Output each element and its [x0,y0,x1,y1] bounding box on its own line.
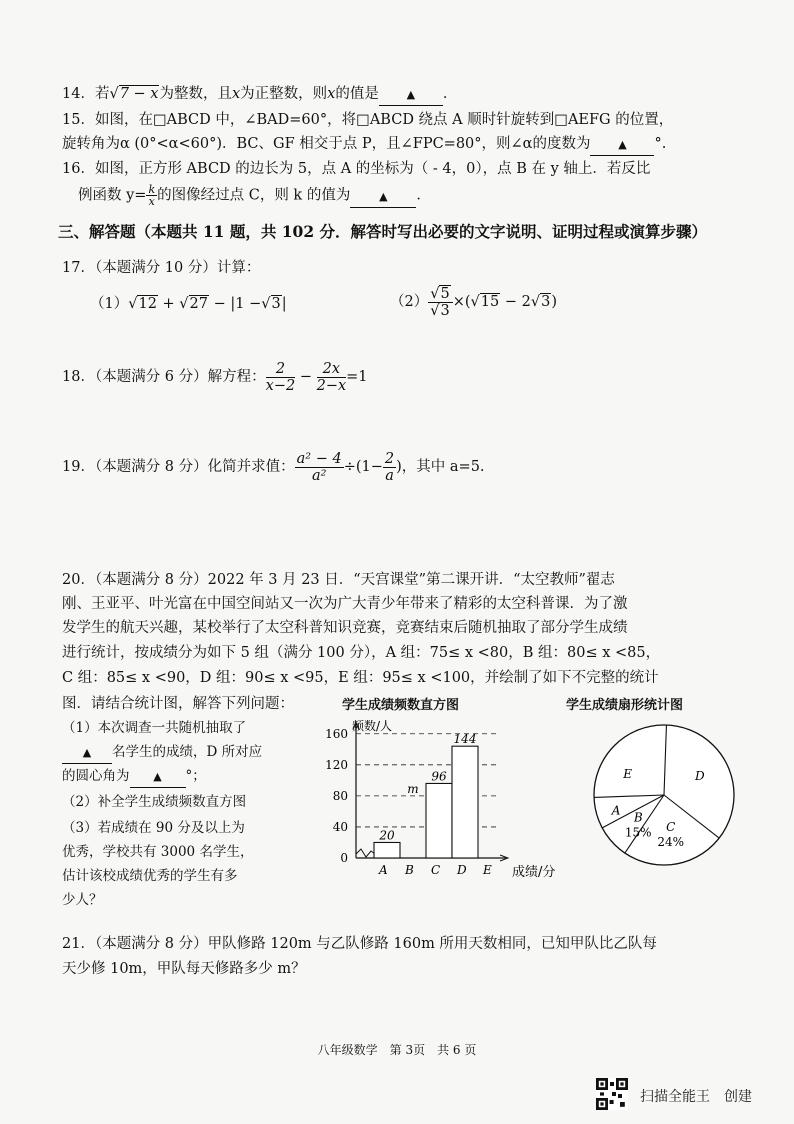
histogram-bar-D [452,746,478,858]
q19-frac1 [295,451,344,484]
x-tick-label: A [379,863,388,877]
question-18: 18．（本题满分 6 分）解方程： $\frac{2}{x-2}$ − $\frac{2x}{2-x}$ =1 [62,360,368,394]
q17-p1-abs: 1 − [235,296,262,312]
q18-rhs: =1 [346,369,368,385]
q19-frac2-num: 2 [384,450,395,467]
y-tick-label: 80 [332,788,348,803]
q17-part1: （1）√12 + √27 − |1 −√3| [90,296,287,312]
pie-slice-percent-C: 24% [657,834,685,849]
q17-p1-root2: 27 [189,296,208,312]
triangle-mark: ▲ [379,189,388,203]
q20-sub1-line1 [62,718,246,738]
q21-line2: 天少修 10m，甲队每天修路多少 m？ [62,961,306,977]
q14-text-f: 的值是 [335,86,379,102]
y-tick-label: 40 [332,819,348,834]
q14-number: 14． [62,86,95,102]
q17-p2-num-root: 5 [440,285,450,302]
q19-frac1-den: a² [311,467,327,484]
q21-line1: 21．（本题满分 8 分）甲队修路 120m 与乙队修路 160m 所用天数相同，已知甲队比乙队每 [62,936,657,952]
q14-end: ． [442,86,458,102]
axis-break-mark [356,849,375,857]
q16-end: ． [416,187,431,204]
q18-frac1 [266,361,296,394]
q19-mid: ÷(1− [343,459,383,475]
page-footer: 八年级数学 第 3页 共 6 页 [317,1043,477,1057]
histogram-bar-A [374,842,400,858]
triangle-mark: ▲ [406,88,416,101]
q20-line1: 20．（本题满分 8 分）2022 年 3 月 23 日．“天宫课堂”第二课开讲．“太空教师”翟志 [62,572,615,588]
bar-value-label: 96 [431,769,447,784]
q20-sub1b: 名学生的成绩，D 所对应 [112,744,263,760]
x-tick-label: D [457,863,467,877]
section-3-heading: 三、解答题（本题共 11 题，共 102 分．解答时写出必要的文字说明、证明过程或演算步骤） [58,222,708,241]
q17-p2-den: √3 [430,302,450,319]
question-15-line2 [62,134,666,156]
q18-frac2-den: 2−x [316,377,347,394]
q15-end: °. [654,136,667,152]
q16-text-a: 例函数 y= [78,187,147,204]
q20-sub2: （2）补全学生成绩频数直方图 [62,794,247,810]
q18-frac1-num: 2 [266,361,296,378]
q16-text-b: 的图像经过点 C，则 k 的值为 [157,187,351,204]
pie-slice-label-D: D [695,768,705,783]
q17-p2-coef: 2 [521,294,531,310]
q20-sub3-line3: 估计该校成绩优秀的学生有多 [62,868,238,884]
question-16-line1: 16．如图，正方形 ABCD 的边长为 5，点 A 的坐标为（ - 4，0），点 B 在 y 轴上．若反比 [62,161,651,177]
q20-sub3-line4: 少人？ [62,892,103,908]
q15-answer-blank [590,134,654,156]
q17-p2-fraction [428,286,452,319]
q15-line2-text: 旋转角为α (0°<α<60°)．BC、GF 相交于点 P，且∠FPC=80°，则∠α的度数为 [62,136,591,152]
q14-text-b: 为整数，且 [159,86,232,102]
q20-sub3-line2: 优秀，学校共有 3000 名学生， [62,844,254,860]
q20-line6: 图．请结合统计图，解答下列问题： [62,696,294,712]
q16-fraction [146,184,157,207]
triangle-mark: ▲ [82,746,92,759]
scanner-watermark: 扫描全能王 创建 [640,1089,752,1105]
q18-frac2-num: 2x [317,361,347,378]
q17-p2-label: （2） [390,294,429,310]
y-axis-label: 频数/人 [352,719,393,733]
q17-part2: （2） $\frac{√5}{√3}$ ×(√15 − 2√3) [390,285,557,319]
q16-answer-blank [350,186,416,208]
pie-chart-title: 学生成绩扇形统计图 [566,698,684,713]
q20-sub1-line3 [62,766,206,788]
q20-sub3-line1: （3）若成绩在 90 分及以上为 [62,820,245,836]
question-15-line1: 15．如图，在□ABCD 中，∠BAD=60°，将□ABCD 绕点 A 顺时针旋转到□AEFG 的位置， [62,112,674,128]
q17-p2-num: √5 [428,286,452,303]
q20-sub1-line2 [62,742,262,764]
q19-frac2-den: a [385,467,394,484]
question-14: 14．若√7 − x为整数，且x为正整数，则x的值是 ▲ ． [62,84,457,106]
q18-frac2 [317,361,347,394]
q19-frac2 [383,451,396,484]
histogram-title: 学生成绩频数直方图 [342,698,460,713]
q20-sub1a: （1）本次调查一共随机抽取了 [62,720,247,736]
q17-p1-root1: 12 [138,296,157,312]
pie-slice-label-E: E [623,767,633,781]
bar-value-label: m [407,781,419,796]
pie-slice-label-C: C [666,819,676,834]
y-tick-label: 120 [325,757,348,772]
bar-value-label: 144 [453,732,477,747]
qr-code-icon [596,1078,628,1110]
pie-slice-percent-B: 15% [624,825,652,840]
histogram-chart [300,710,560,890]
q20-sub1d: °； [185,768,206,784]
y-tick-label: 0 [340,851,348,865]
q16-frac-num: k [148,183,156,196]
question-19 [62,448,485,486]
q17-p2-root2: 3 [541,294,551,310]
pie-slice-label-A: A [611,803,621,818]
q20-line3: 发学生的航天兴趣，某校举行了太空科普知识竞赛，竞赛结束后随机抽取了部分学生成绩 [62,620,628,636]
q14-var-x2: x [327,86,336,102]
triangle-mark: ▲ [618,138,627,151]
q18-heading: 18．（本题满分 6 分）解方程： [62,369,266,385]
triangle-mark: ▲ [153,770,162,783]
q14-text-a: 若 [94,86,110,102]
q14-var-x: x [231,86,241,102]
q20-angle-blank [130,766,186,788]
y-tick-label: 160 [325,726,348,741]
q16-frac-den: x [148,195,155,208]
q14-radicand: 7 − x [119,86,159,102]
bar-value-label: 20 [379,828,395,843]
q14-text-d: 为正整数，则 [240,86,328,102]
q17-p1-label: （1） [90,296,129,312]
question-16-line2 [78,184,431,208]
q20-sub1c: 的圆心角为 [62,768,130,784]
q17-p1-root3: 3 [271,296,281,312]
q18-frac1-den: x−2 [265,377,296,394]
x-tick-label: E [483,863,492,877]
question-17-heading: 17．（本题满分 10 分）计算： [62,260,261,276]
histogram-bar-C [426,783,452,858]
pie-chart [566,715,766,875]
q14-answer-blank [379,84,443,106]
q19-tail: )，其中 a=5. [396,459,485,475]
x-axis-label: 成绩/分 [512,865,556,880]
q19-heading: 19．（本题满分 8 分）化简并求值： [62,459,295,475]
x-tick-label: C [431,863,441,877]
q17-p2-den-root: 3 [440,302,450,319]
q20-line2: 刚、王亚平、叶光富在中国空间站又一次为广大青少年带来了精彩的太空科普课．为了激 [62,596,628,612]
q20-line5: C 组：85≤ x <90，D 组：90≤ x <95，E 组：95≤ x <100，并绘制了如下不完整的统计 [62,670,659,686]
q20-count-blank [62,742,112,764]
q19-frac1-num: a² − 4 [296,450,342,467]
x-tick-label: B [405,863,414,877]
pie-slice-label-B: B [633,810,643,825]
q20-line4: 进行统计，按成绩分为如下 5 组（满分 100 分），A 组：75≤ x <80，B 组：80≤ x <85， [62,645,661,661]
q17-p2-root1: 15 [480,294,500,310]
